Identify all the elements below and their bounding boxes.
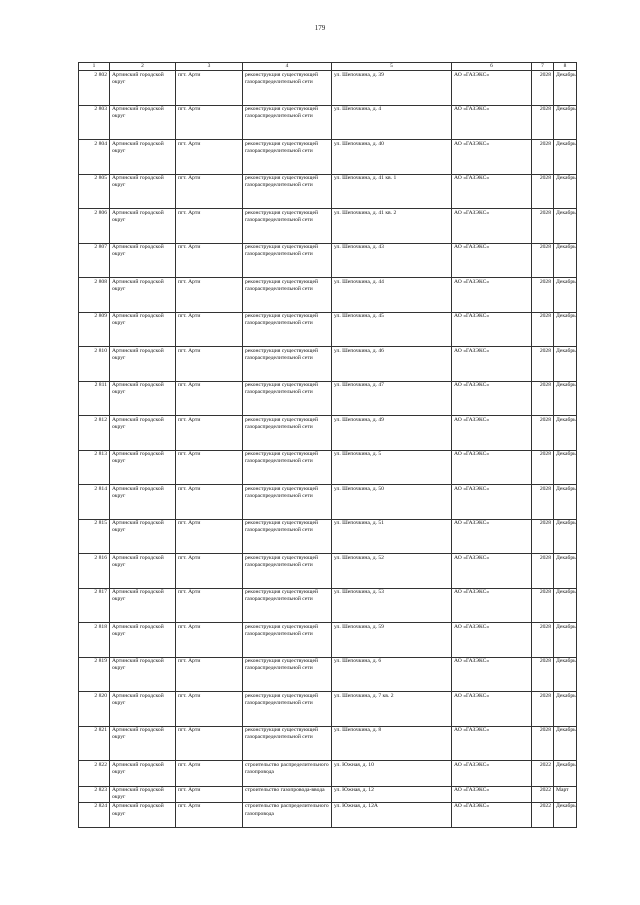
locality-cell: пгт. Арти	[176, 312, 243, 347]
table-row	[79, 450, 577, 485]
address-cell: ул. Шепочкина, д. 44	[332, 278, 452, 313]
work-type-cell: реконструкция существующей газораспределительной сети	[243, 726, 332, 761]
year-cell: 2028	[532, 485, 554, 520]
work-type-cell: строительство газопровода-ввода	[243, 786, 332, 802]
table-row	[79, 416, 577, 451]
organization-cell: АО «ГАЗЭКС»	[452, 105, 532, 140]
organization-cell: АО «ГАЗЭКС»	[452, 786, 532, 802]
work-type-cell: реконструкция существующей газораспределительной сети	[243, 209, 332, 244]
work-type-cell: реконструкция существующей газораспределительной сети	[243, 450, 332, 485]
year-cell: 2028	[532, 174, 554, 209]
table-row	[79, 243, 577, 278]
month-cell: Март	[554, 786, 577, 802]
locality-cell: пгт. Арти	[176, 623, 243, 658]
row-number: 2 812	[79, 416, 110, 451]
organization-cell: АО «ГАЗЭКС»	[452, 71, 532, 106]
district-cell: Артинский городской округ	[110, 554, 176, 589]
column-header-2: 2	[110, 63, 176, 71]
year-cell: 2028	[532, 381, 554, 416]
address-cell: ул. Шепочкина, д. 41 кв. 1	[332, 174, 452, 209]
row-number: 2 822	[79, 761, 110, 787]
organization-cell: АО «ГАЗЭКС»	[452, 554, 532, 589]
district-cell: Артинский городской округ	[110, 450, 176, 485]
organization-cell: АО «ГАЗЭКС»	[452, 381, 532, 416]
row-number: 2 810	[79, 347, 110, 382]
locality-cell: пгт. Арти	[176, 416, 243, 451]
table-row	[79, 278, 577, 313]
column-header-1: 1	[79, 63, 110, 71]
row-number: 2 821	[79, 726, 110, 761]
table-row	[79, 657, 577, 692]
table-row	[79, 209, 577, 244]
district-cell: Артинский городской округ	[110, 588, 176, 623]
organization-cell: АО «ГАЗЭКС»	[452, 174, 532, 209]
district-cell: Артинский городской округ	[110, 347, 176, 382]
year-cell: 2022	[532, 786, 554, 802]
locality-cell: пгт. Арти	[176, 802, 243, 828]
year-cell: 2028	[532, 243, 554, 278]
month-cell: Декабрь	[554, 174, 577, 209]
row-number: 2 809	[79, 312, 110, 347]
table-body	[79, 71, 577, 828]
organization-cell: АО «ГАЗЭКС»	[452, 140, 532, 175]
work-type-cell: реконструкция существующей газораспределительной сети	[243, 105, 332, 140]
table-row	[79, 726, 577, 761]
work-type-cell: реконструкция существующей газораспределительной сети	[243, 347, 332, 382]
locality-cell: пгт. Арти	[176, 243, 243, 278]
month-cell: Декабрь	[554, 312, 577, 347]
organization-cell: АО «ГАЗЭКС»	[452, 416, 532, 451]
district-cell: Артинский городской округ	[110, 416, 176, 451]
work-type-cell: строительство распределительного газопровода	[243, 761, 332, 787]
address-cell: ул. Шепочкина, д. 6	[332, 657, 452, 692]
locality-cell: пгт. Арти	[176, 692, 243, 727]
row-number: 2 820	[79, 692, 110, 727]
year-cell: 2028	[532, 209, 554, 244]
month-cell: Декабрь	[554, 450, 577, 485]
row-number: 2 818	[79, 623, 110, 658]
district-cell: Артинский городской округ	[110, 174, 176, 209]
work-type-cell: реконструкция существующей газораспределительной сети	[243, 381, 332, 416]
organization-cell: АО «ГАЗЭКС»	[452, 802, 532, 828]
month-cell: Декабрь	[554, 347, 577, 382]
row-number: 2 808	[79, 278, 110, 313]
work-type-cell: реконструкция существующей газораспределительной сети	[243, 243, 332, 278]
district-cell: Артинский городской округ	[110, 802, 176, 828]
table-row	[79, 588, 577, 623]
row-number: 2 823	[79, 786, 110, 802]
address-cell: ул. Шепочкина, д. 41 кв. 2	[332, 209, 452, 244]
row-number: 2 805	[79, 174, 110, 209]
work-type-cell: реконструкция существующей газораспределительной сети	[243, 554, 332, 589]
district-cell: Артинский городской округ	[110, 761, 176, 787]
work-type-cell: реконструкция существующей газораспределительной сети	[243, 485, 332, 520]
month-cell: Декабрь	[554, 209, 577, 244]
address-cell: ул. Шепочкина, д. 8	[332, 726, 452, 761]
locality-cell: пгт. Арти	[176, 381, 243, 416]
year-cell: 2028	[532, 588, 554, 623]
month-cell: Декабрь	[554, 554, 577, 589]
table-row	[79, 174, 577, 209]
locality-cell: пгт. Арти	[176, 140, 243, 175]
table-row	[79, 485, 577, 520]
year-cell: 2028	[532, 140, 554, 175]
locality-cell: пгт. Арти	[176, 347, 243, 382]
organization-cell: АО «ГАЗЭКС»	[452, 450, 532, 485]
row-number: 2 819	[79, 657, 110, 692]
address-cell: ул. Шепочкина, д. 50	[332, 485, 452, 520]
locality-cell: пгт. Арти	[176, 174, 243, 209]
year-cell: 2028	[532, 71, 554, 106]
address-cell: ул. Шепочкина, д. 5	[332, 450, 452, 485]
work-type-cell: реконструкция существующей газораспределительной сети	[243, 174, 332, 209]
table-row	[79, 105, 577, 140]
district-cell: Артинский городской округ	[110, 71, 176, 106]
district-cell: Артинский городской округ	[110, 657, 176, 692]
table-row	[79, 347, 577, 382]
year-cell: 2028	[532, 347, 554, 382]
locality-cell: пгт. Арти	[176, 761, 243, 787]
month-cell: Декабрь	[554, 623, 577, 658]
work-type-cell: реконструкция существующей газораспределительной сети	[243, 278, 332, 313]
month-cell: Декабрь	[554, 485, 577, 520]
table-row	[79, 519, 577, 554]
year-cell: 2028	[532, 519, 554, 554]
work-type-cell: реконструкция существующей газораспределительной сети	[243, 692, 332, 727]
month-cell: Декабрь	[554, 802, 577, 828]
column-header-4: 4	[243, 63, 332, 71]
month-cell: Декабрь	[554, 381, 577, 416]
locality-cell: пгт. Арти	[176, 105, 243, 140]
district-cell: Артинский городской округ	[110, 726, 176, 761]
row-number: 2 806	[79, 209, 110, 244]
district-cell: Артинский городской округ	[110, 105, 176, 140]
column-header-3: 3	[176, 63, 243, 71]
locality-cell: пгт. Арти	[176, 588, 243, 623]
table-row	[79, 381, 577, 416]
organization-cell: АО «ГАЗЭКС»	[452, 588, 532, 623]
table-row	[79, 786, 577, 802]
district-cell: Артинский городской округ	[110, 623, 176, 658]
month-cell: Декабрь	[554, 416, 577, 451]
year-cell: 2022	[532, 802, 554, 828]
table-row	[79, 623, 577, 658]
year-cell: 2028	[532, 657, 554, 692]
address-cell: ул. Шепочкина, д. 52	[332, 554, 452, 589]
organization-cell: АО «ГАЗЭКС»	[452, 278, 532, 313]
year-cell: 2028	[532, 623, 554, 658]
work-type-cell: реконструкция существующей газораспределительной сети	[243, 140, 332, 175]
row-number: 2 803	[79, 105, 110, 140]
work-type-cell: реконструкция существующей газораспределительной сети	[243, 623, 332, 658]
address-cell: ул. Южная, д. 10	[332, 761, 452, 787]
row-number: 2 817	[79, 588, 110, 623]
address-cell: ул. Шепочкина, д. 4	[332, 105, 452, 140]
locality-cell: пгт. Арти	[176, 726, 243, 761]
district-cell: Артинский городской округ	[110, 140, 176, 175]
column-header-8: 8	[554, 63, 577, 71]
address-cell: ул. Шепочкина, д. 46	[332, 347, 452, 382]
district-cell: Артинский городской округ	[110, 519, 176, 554]
locality-cell: пгт. Арти	[176, 519, 243, 554]
year-cell: 2028	[532, 726, 554, 761]
address-cell: ул. Шепочкина, д. 51	[332, 519, 452, 554]
work-type-cell: реконструкция существующей газораспределительной сети	[243, 312, 332, 347]
organization-cell: АО «ГАЗЭКС»	[452, 485, 532, 520]
month-cell: Декабрь	[554, 71, 577, 106]
month-cell: Декабрь	[554, 588, 577, 623]
organization-cell: АО «ГАЗЭКС»	[452, 623, 532, 658]
row-number: 2 802	[79, 71, 110, 106]
address-cell: ул. Южная, д. 12А	[332, 802, 452, 828]
address-cell: ул. Южная, д. 12	[332, 786, 452, 802]
organization-cell: АО «ГАЗЭКС»	[452, 726, 532, 761]
year-cell: 2022	[532, 761, 554, 787]
month-cell: Декабрь	[554, 140, 577, 175]
month-cell: Декабрь	[554, 726, 577, 761]
row-number: 2 807	[79, 243, 110, 278]
organization-cell: АО «ГАЗЭКС»	[452, 761, 532, 787]
month-cell: Декабрь	[554, 243, 577, 278]
gasification-table	[78, 62, 577, 828]
work-type-cell: строительство распределительного газопровода	[243, 802, 332, 828]
district-cell: Артинский городской округ	[110, 381, 176, 416]
locality-cell: пгт. Арти	[176, 450, 243, 485]
table-row	[79, 140, 577, 175]
work-type-cell: реконструкция существующей газораспределительной сети	[243, 519, 332, 554]
work-type-cell: реконструкция существующей газораспределительной сети	[243, 416, 332, 451]
work-type-cell: реконструкция существующей газораспределительной сети	[243, 588, 332, 623]
page-number: 179	[314, 24, 326, 32]
organization-cell: АО «ГАЗЭКС»	[452, 519, 532, 554]
locality-cell: пгт. Арти	[176, 657, 243, 692]
table-row	[79, 761, 577, 787]
month-cell: Декабрь	[554, 105, 577, 140]
district-cell: Артинский городской округ	[110, 209, 176, 244]
locality-cell: пгт. Арти	[176, 278, 243, 313]
year-cell: 2028	[532, 416, 554, 451]
month-cell: Декабрь	[554, 278, 577, 313]
month-cell: Декабрь	[554, 519, 577, 554]
locality-cell: пгт. Арти	[176, 71, 243, 106]
row-number: 2 814	[79, 485, 110, 520]
district-cell: Артинский городской округ	[110, 485, 176, 520]
locality-cell: пгт. Арти	[176, 554, 243, 589]
address-cell: ул. Шепочкина, д. 59	[332, 623, 452, 658]
locality-cell: пгт. Арти	[176, 786, 243, 802]
address-cell: ул. Шепочкина, д. 40	[332, 140, 452, 175]
organization-cell: АО «ГАЗЭКС»	[452, 243, 532, 278]
work-type-cell: реконструкция существующей газораспределительной сети	[243, 657, 332, 692]
address-cell: ул. Шепочкина, д. 49	[332, 416, 452, 451]
year-cell: 2028	[532, 312, 554, 347]
organization-cell: АО «ГАЗЭКС»	[452, 347, 532, 382]
month-cell: Декабрь	[554, 761, 577, 787]
address-cell: ул. Шепочкина, д. 45	[332, 312, 452, 347]
district-cell: Артинский городской округ	[110, 278, 176, 313]
year-cell: 2028	[532, 105, 554, 140]
locality-cell: пгт. Арти	[176, 209, 243, 244]
organization-cell: АО «ГАЗЭКС»	[452, 692, 532, 727]
row-number: 2 816	[79, 554, 110, 589]
district-cell: Артинский городской округ	[110, 312, 176, 347]
month-cell: Декабрь	[554, 657, 577, 692]
year-cell: 2028	[532, 278, 554, 313]
work-type-cell: реконструкция существующей газораспределительной сети	[243, 71, 332, 106]
address-cell: ул. Шепочкина, д. 43	[332, 243, 452, 278]
address-cell: ул. Шепочкина, д. 39	[332, 71, 452, 106]
year-cell: 2028	[532, 554, 554, 589]
district-cell: Артинский городской округ	[110, 786, 176, 802]
address-cell: ул. Шепочкина, д. 7 кв. 2	[332, 692, 452, 727]
table-row	[79, 554, 577, 589]
column-number-row	[79, 63, 577, 71]
row-number: 2 813	[79, 450, 110, 485]
row-number: 2 824	[79, 802, 110, 828]
locality-cell: пгт. Арти	[176, 485, 243, 520]
row-number: 2 804	[79, 140, 110, 175]
organization-cell: АО «ГАЗЭКС»	[452, 209, 532, 244]
table-row	[79, 71, 577, 106]
district-cell: Артинский городской округ	[110, 692, 176, 727]
table-row	[79, 802, 577, 828]
column-header-7: 7	[532, 63, 554, 71]
address-cell: ул. Шепочкина, д. 47	[332, 381, 452, 416]
month-cell: Декабрь	[554, 692, 577, 727]
table-row	[79, 312, 577, 347]
year-cell: 2028	[532, 692, 554, 727]
row-number: 2 811	[79, 381, 110, 416]
table-row	[79, 692, 577, 727]
year-cell: 2028	[532, 450, 554, 485]
organization-cell: АО «ГАЗЭКС»	[452, 312, 532, 347]
row-number: 2 815	[79, 519, 110, 554]
organization-cell: АО «ГАЗЭКС»	[452, 657, 532, 692]
address-cell: ул. Шепочкина, д. 53	[332, 588, 452, 623]
column-header-6: 6	[452, 63, 532, 71]
district-cell: Артинский городской округ	[110, 243, 176, 278]
column-header-5: 5	[332, 63, 452, 71]
